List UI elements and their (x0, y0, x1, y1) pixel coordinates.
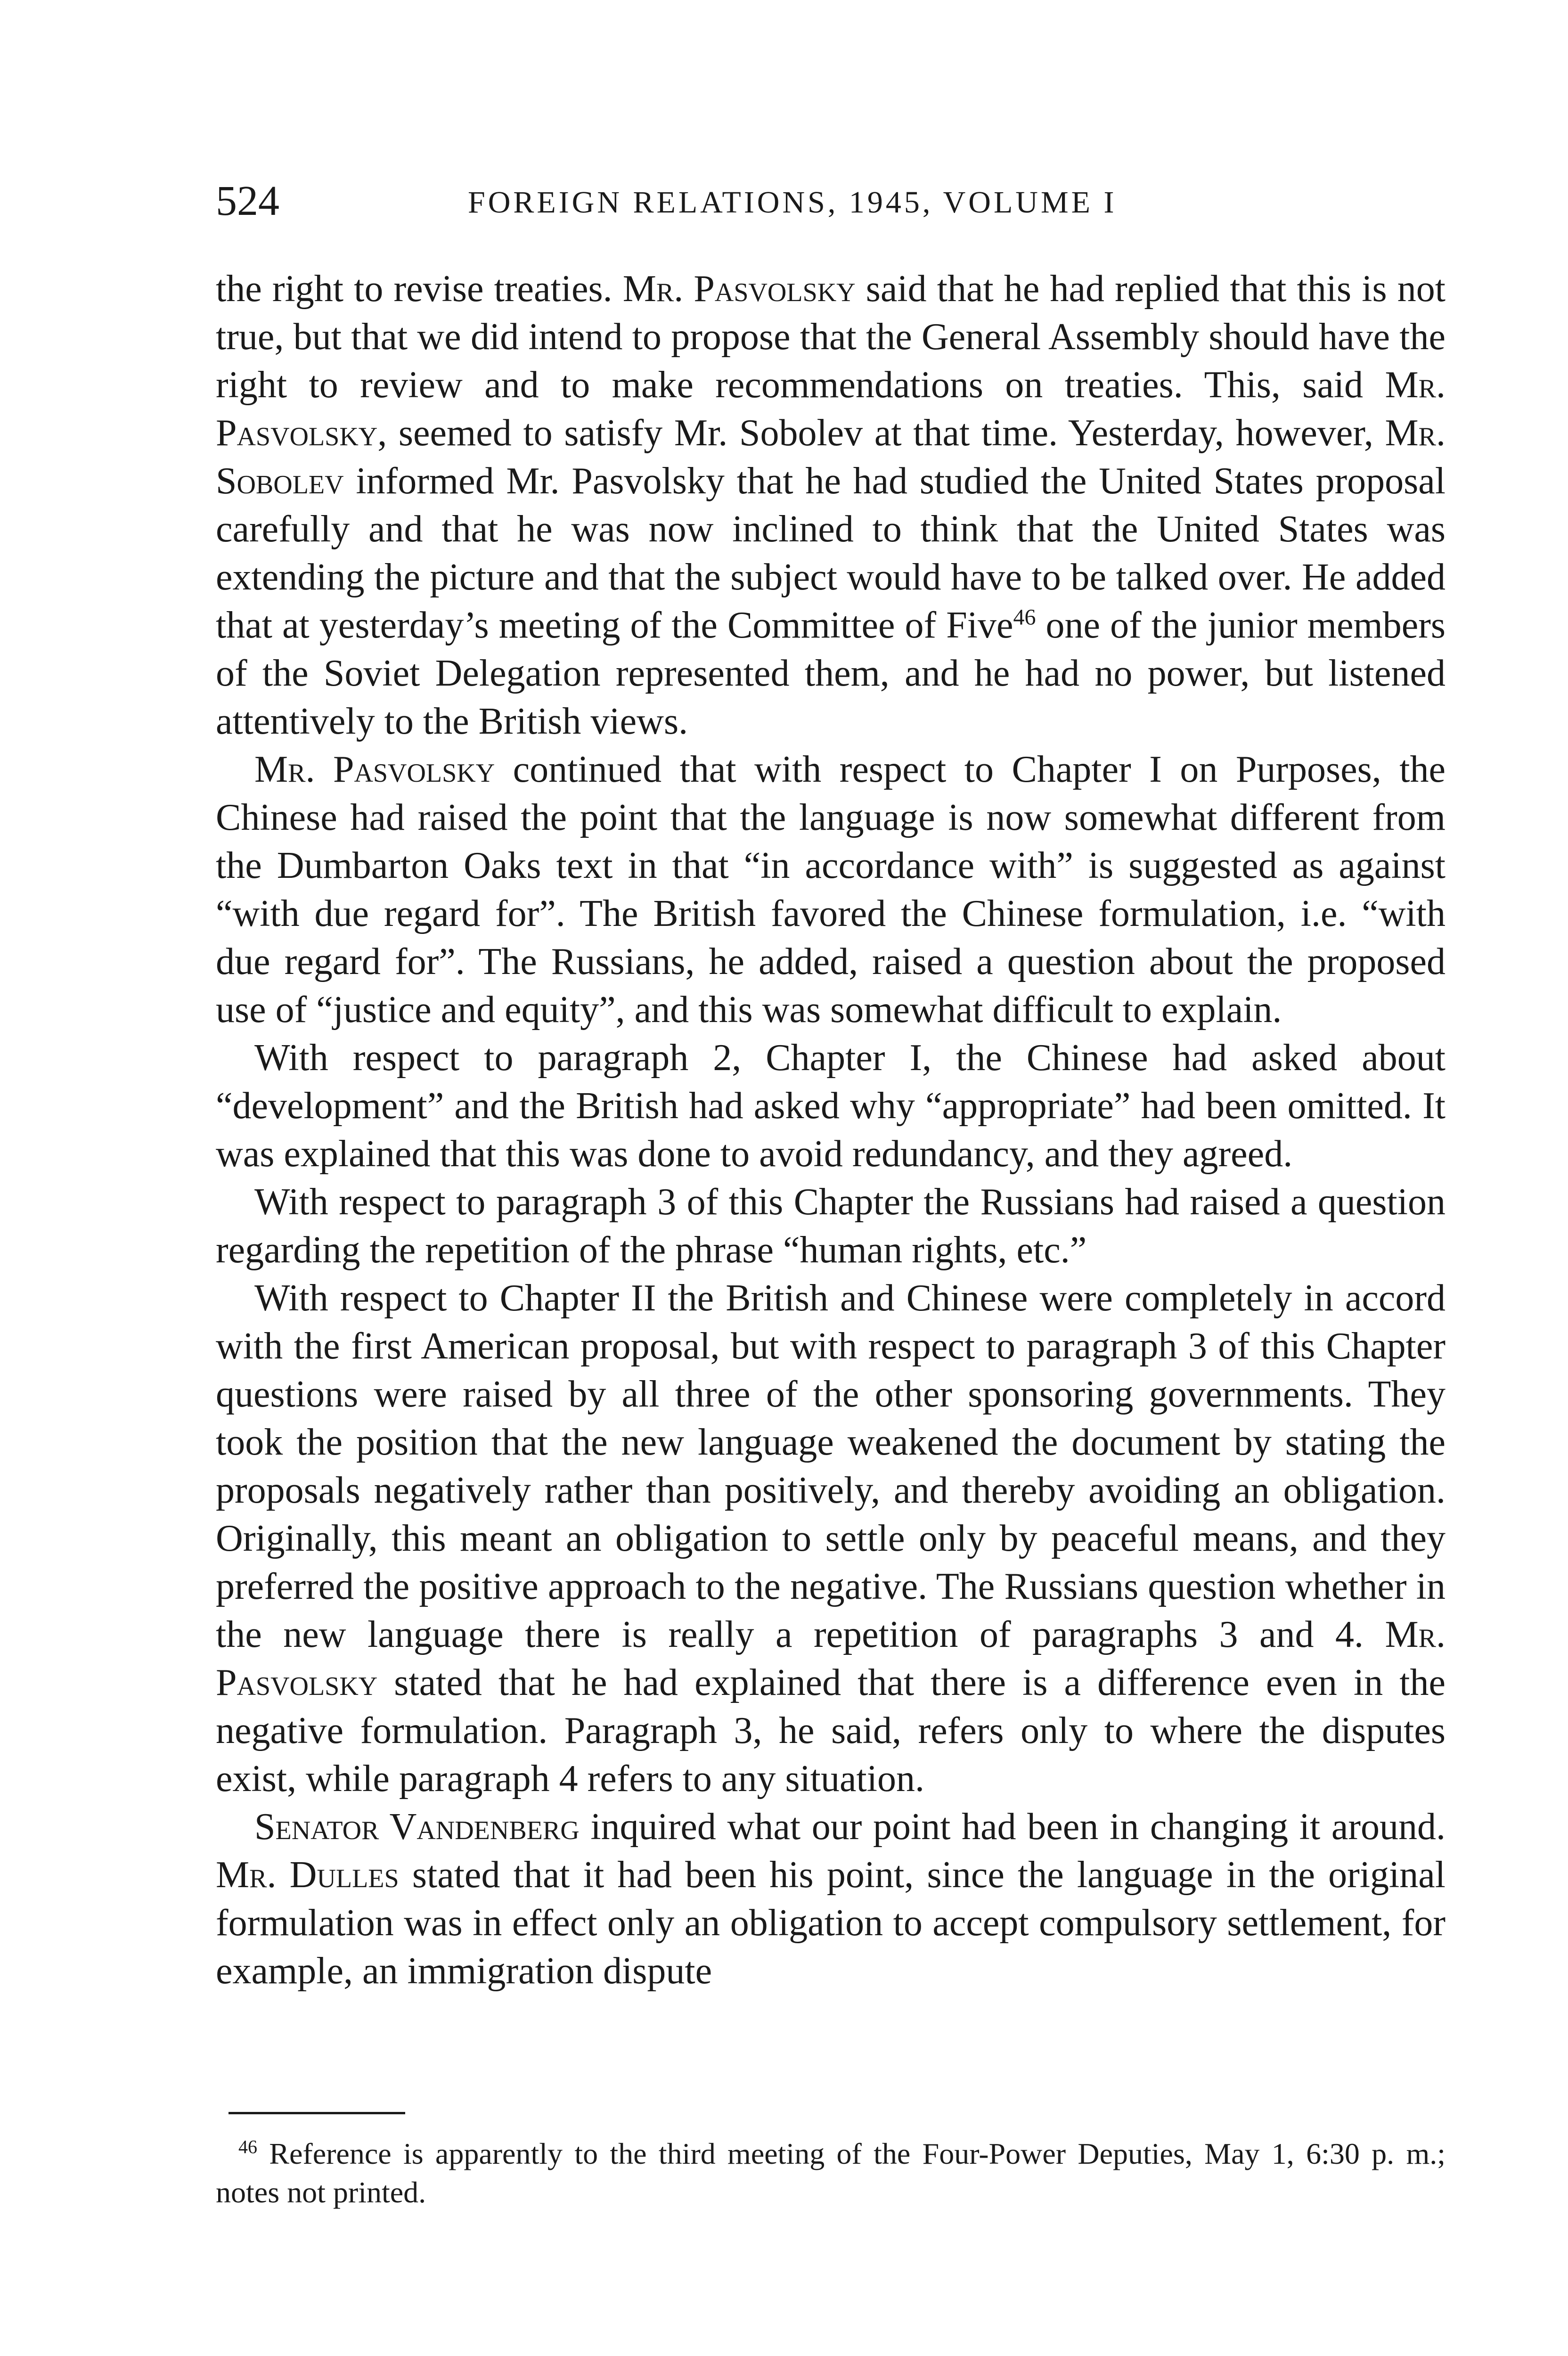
text-run: the right to revise treaties. (216, 268, 623, 310)
page-number: 524 (216, 178, 279, 224)
speaker-name: Mr. Pasvolsky (622, 268, 856, 310)
paragraph-2 (216, 745, 1446, 1034)
speaker-name: Senator Vandenberg (254, 1806, 580, 1848)
text-run: stated that he had explained that there is a difference even in the negative formulation. Paragraph 3, he said, refers only to where the disputes exist, while paragraph 4 refers to any situation. (216, 1662, 1446, 1800)
paragraph-5 (216, 1274, 1446, 1803)
paragraph-6 (216, 1803, 1446, 1995)
text-run: stated that it had been his point, since the language in the original formulation was in effect only an obligation to accept compulsory settlement, for example, an immigration dispute (216, 1854, 1446, 1992)
text-run: one of the junior members of the Soviet Delegation represented them, and he had no power, but listened attentively to the British views. (216, 605, 1446, 742)
speaker-name: Mr. Pasvolsky (254, 749, 495, 790)
paragraph-3: With respect to paragraph 2, Chapter I, the Chinese had asked about “development” and the British had asked why “appropriate” had been omitted. It was explained that this was done to avoid redundancy, and they agreed. (216, 1037, 1446, 1175)
speaker-name: Mr. Dulles (216, 1854, 399, 1896)
footnote-text: Reference is apparently to the third meeting of the Four-Power Deputies, May 1, 6:30 p. m.; notes not printed. (216, 2137, 1446, 2209)
speaker-name: Mr. Sobolev (216, 412, 1446, 502)
footnote (216, 2135, 1446, 2212)
footnote-reference[interactable]: 46 (1013, 605, 1036, 630)
speaker-name: Mr. Pasvolsky (216, 1614, 1446, 1703)
text-run: , seemed to satisfy Mr. Sobolev at that time. Yesterday, however, (377, 412, 1385, 454)
running-head: FOREIGN RELATIONS, 1945, VOLUME I (468, 185, 1117, 220)
body-text (216, 265, 1446, 1995)
text-run: said that he had replied that this is not true, but that we did intend to propose that the General Assembly should have the right to review and to make recommendations on treaties. This, said (216, 268, 1446, 406)
footnote-divider (229, 2112, 405, 2114)
speaker-name: Mr. Pasvolsky (216, 364, 1446, 454)
paragraph-4: With respect to paragraph 3 of this Chapter the Russians had raised a question regarding the repetition of the phrase “human rights, etc.” (216, 1181, 1446, 1271)
text-run: informed Mr. Pasvolsky that he had studied the United States proposal carefully and that he was now inclined to think that the United States was extending the picture and that the subject would have to be talked over. He added that at yesterday’s meeting of the Committee of Five (216, 460, 1446, 646)
text-run: continued that with respect to Chapter I on Purposes, the Chinese had raised the point that the language is now somewhat different from the Dumbarton Oaks text in that “in accordance with” is suggested as against “with due regard for”. The British favored the Chinese formulation, i.e. “with due regard for”. The Russians, he added, raised a question about the proposed use of “justice and equity”, and this was somewhat difficult to explain. (216, 749, 1446, 1031)
page-header (216, 175, 1446, 227)
footnote-marker: 46 (238, 2136, 257, 2158)
paragraph-1 (216, 265, 1446, 745)
text-run: inquired what our point had been in changing it around. (579, 1806, 1446, 1848)
text-run: With respect to Chapter II the British and Chinese were completely in accord with the first American proposal, but with respect to paragraph 3 of this Chapter questions were raised by all three of the other sponsoring governments. They took the position that the new language weakened the document by stating the proposals negatively rather than positively, and thereby avoiding an obligation. Originally, this meant an obligation to settle only by peaceful means, and they preferred the positive approach to the negative. The Russians question whether in the new language there is really a repetition of paragraphs 3 and 4. (216, 1277, 1446, 1655)
